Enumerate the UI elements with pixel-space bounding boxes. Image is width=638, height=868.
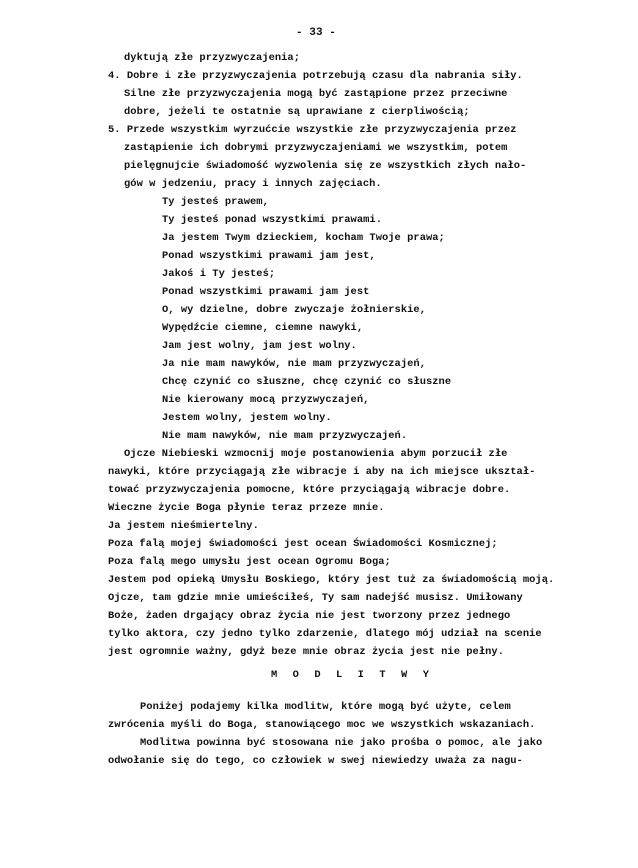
- verse-line: Ponad wszystkimi prawami jam jest,: [162, 250, 376, 262]
- verse-line: O, wy dzielne, dobre zwyczaje żołnierskie,: [162, 304, 426, 316]
- verse-line: Wypędźcie ciemne, ciemne nawyki,: [162, 322, 364, 334]
- verse-line: Ty jesteś prawem,: [162, 196, 269, 208]
- verse-line: Chcę czynić co słuszne, chcę czynić co słuszne: [162, 376, 452, 388]
- text-line: dyktują złe przyzwyczajenia;: [124, 52, 300, 64]
- verse-line: Nie kierowany mocą przyzwyczajeń,: [162, 394, 370, 406]
- verse-line: Ja jestem Twym dzieckiem, kocham Twoje prawa;: [162, 232, 445, 244]
- verse-line: Jestem wolny, jestem wolny.: [162, 412, 332, 424]
- text-line: zwrócenia myśli do Boga, stanowiącego moc we wszystkich wskazaniach.: [108, 719, 536, 731]
- verse-line: Nie mam nawyków, nie mam przyzwyczajeń.: [162, 430, 408, 442]
- text-line: Jestem pod opieką Umysłu Boskiego, który jest tuż za świadomością moją.: [108, 574, 555, 586]
- text-line: Wieczne życie Boga płynie teraz przeze mnie.: [108, 502, 385, 514]
- text-line: Poza falą mojej świadomości jest ocean Świadomości Kosmicznej;: [108, 538, 498, 550]
- text-line: Ja jestem nieśmiertelny.: [108, 520, 259, 532]
- text-line: dobre, jeżeli te ostatnie są uprawiane z cierpliwością;: [124, 106, 470, 118]
- text-line: nawyki, które przyciągają złe wibracje i aby na ich miejsce ukształ-: [108, 466, 536, 478]
- verse-line: Ponad wszystkimi prawami jam jest: [162, 286, 370, 298]
- text-line: tować przyzwyczajenia pomocne, które przyciągają wibracje dobre.: [108, 484, 511, 496]
- verse-line: Ja nie mam nawyków, nie mam przyzwyczajeń,: [162, 358, 426, 370]
- text-line: Poniżej podajemy kilka modlitw, które mogą być użyte, celem: [140, 701, 511, 713]
- list-item-4: 4. Dobre i złe przyzwyczajenia potrzebują czasu dla nabrania siły.: [108, 70, 523, 82]
- verse-line: Ty jesteś ponad wszystkimi prawami.: [162, 214, 382, 226]
- verse-line: Jakoś i Ty jesteś;: [162, 268, 276, 280]
- text-line: gów w jedzeniu, pracy i innych zajęciach.: [124, 178, 382, 190]
- text-line: zastąpienie ich dobrymi przyzwyczajeniami we wszystkim, potem: [124, 142, 508, 154]
- text-line: Poza falą mego umysłu jest ocean Ogromu Boga;: [108, 556, 391, 568]
- text-line: Ojcze, tam gdzie mnie umieściłeś, Ty sam nadejść musisz. Umiłowany: [108, 592, 523, 604]
- section-heading: M O D L I T W Y: [271, 669, 434, 681]
- text-line: Ojcze Niebieski wzmocnij moje postanowienia abym porzucił złe: [124, 448, 508, 460]
- text-line: odwołanie się do tego, co człowiek w swej niewiedzy uważa za nagu-: [108, 755, 523, 767]
- text-line: Modlitwa powinna być stosowana nie jako prośba o pomoc, ale jako: [140, 737, 543, 749]
- text-line: pielęgnujcie świadomość wyzwolenia się ze wszystkich złych nało-: [124, 160, 527, 172]
- text-line: jest ogromnie ważny, gdyż beze mnie obraz życia jest nie pełny.: [108, 646, 504, 658]
- text-line: Boże, żaden drgający obraz życia nie jest tworzony przez jednego: [108, 610, 511, 622]
- page-number: - 33 -: [296, 27, 336, 39]
- text-line: Silne złe przyzwyczajenia mogą być zastąpione przez przeciwne: [124, 88, 508, 100]
- list-item-5: 5. Przede wszystkim wyrzućcie wszystkie złe przyzwyczajenia przez: [108, 124, 517, 136]
- text-line: tylko aktora, czy jedno tylko zdarzenie, dlatego mój udział na scenie: [108, 628, 542, 640]
- verse-line: Jam jest wolny, jam jest wolny.: [162, 340, 357, 352]
